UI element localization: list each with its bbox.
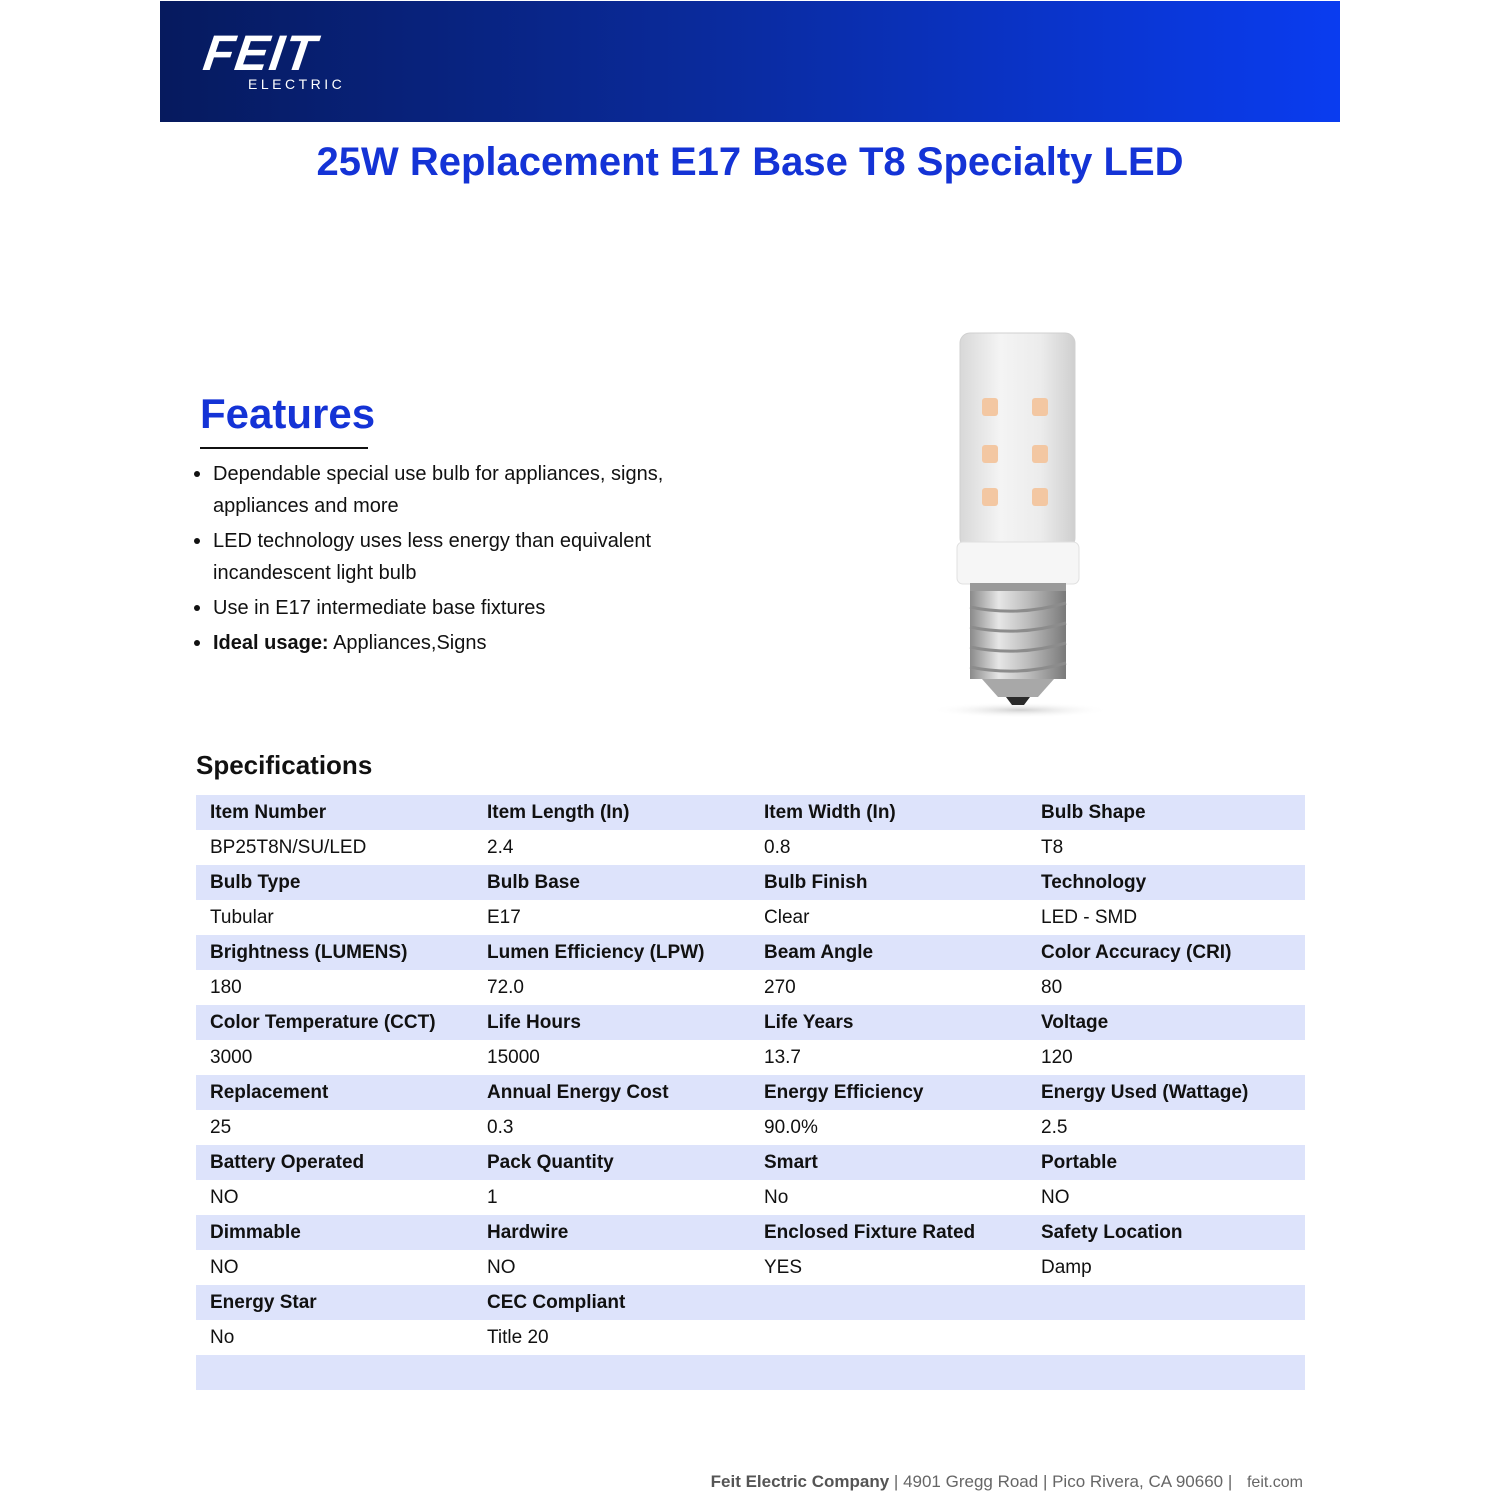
header-banner xyxy=(160,1,1340,122)
spec-value: 120 xyxy=(1027,1040,1305,1075)
spec-label: Beam Angle xyxy=(750,935,1027,970)
spec-label-row xyxy=(196,1285,1305,1320)
spec-value[interactable]: BP25T8N/SU/LED xyxy=(196,830,473,865)
spec-label xyxy=(1027,1285,1305,1320)
specifications-heading: Specifications xyxy=(196,750,373,780)
spec-label: Bulb Type xyxy=(196,865,473,900)
spec-value: 72.0 xyxy=(473,970,750,1005)
spec-value: 3000 xyxy=(196,1040,473,1075)
spec-value: 90.0% xyxy=(750,1110,1027,1145)
spec-value: NO xyxy=(473,1250,750,1285)
spec-value-row xyxy=(196,1110,1305,1145)
feature-item xyxy=(192,458,712,522)
spec-label: Hardwire xyxy=(473,1215,750,1250)
spec-value: Title 20 xyxy=(473,1320,750,1355)
spec-value: 2.5 xyxy=(1027,1110,1305,1145)
spec-empty-cell xyxy=(750,1355,1027,1390)
spec-label: CEC Compliant xyxy=(473,1285,750,1320)
features-heading: Features xyxy=(200,390,376,437)
spec-value: NO xyxy=(196,1250,473,1285)
spec-value: 0.8 xyxy=(750,830,1027,865)
spec-label: Battery Operated xyxy=(196,1145,473,1180)
spec-value: NO xyxy=(196,1180,473,1215)
spec-empty-cell xyxy=(473,1355,750,1390)
page-title: 25W Replacement E17 Base T8 Specialty LED xyxy=(316,140,1184,184)
spec-label: Energy Efficiency xyxy=(750,1075,1027,1110)
feature-text: Use in E17 intermediate base fixtures xyxy=(213,597,546,619)
spec-value-row xyxy=(196,1040,1305,1075)
logo-subtitle: ELECTRIC xyxy=(248,76,346,92)
spec-value: 2.4 xyxy=(473,830,750,865)
spec-value xyxy=(1027,1320,1305,1355)
spec-label-row xyxy=(196,865,1305,900)
spec-label: Bulb Finish xyxy=(750,865,1027,900)
spec-value: Damp xyxy=(1027,1250,1305,1285)
spec-label: Annual Energy Cost xyxy=(473,1075,750,1110)
spec-value: LED - SMD xyxy=(1027,900,1305,935)
spec-label: Life Years xyxy=(750,1005,1027,1040)
spec-label: Pack Quantity xyxy=(473,1145,750,1180)
spec-label: Color Accuracy (CRI) xyxy=(1027,935,1305,970)
spec-value: 1 xyxy=(473,1180,750,1215)
spec-label: Portable xyxy=(1027,1145,1305,1180)
spec-value-row xyxy=(196,1180,1305,1215)
spec-value: NO xyxy=(1027,1180,1305,1215)
spec-label: Item Width (In) xyxy=(750,795,1027,830)
spec-label: Smart xyxy=(750,1145,1027,1180)
spec-value: 13.7 xyxy=(750,1040,1027,1075)
spec-value: Clear xyxy=(750,900,1027,935)
footer-website-link[interactable]: feit.com xyxy=(1246,1474,1303,1491)
spec-value: 180 xyxy=(196,970,473,1005)
spec-label: Technology xyxy=(1027,865,1305,900)
spec-label: Energy Used (Wattage) xyxy=(1027,1075,1305,1110)
led-bulb-product-image xyxy=(920,325,1130,725)
spec-label-row xyxy=(196,935,1305,970)
spec-value: 0.3 xyxy=(473,1110,750,1145)
spec-value: E17 xyxy=(473,900,750,935)
spec-label: Item Number xyxy=(196,795,473,830)
bullet-icon xyxy=(194,640,200,646)
bullet-icon xyxy=(194,538,200,544)
spec-value-row xyxy=(196,900,1305,935)
spec-value-row xyxy=(196,830,1305,865)
spec-label-row xyxy=(196,795,1305,830)
spec-value xyxy=(750,1320,1027,1355)
footer-company: Feit Electric Company xyxy=(710,1472,890,1491)
spec-value-row xyxy=(196,970,1305,1005)
spec-empty-row xyxy=(196,1355,1305,1390)
spec-value: Tubular xyxy=(196,900,473,935)
spec-label: Color Temperature (CCT) xyxy=(196,1005,473,1040)
feature-item xyxy=(192,627,712,659)
spec-label: Item Length (In) xyxy=(473,795,750,830)
spec-label: Bulb Base xyxy=(473,865,750,900)
spec-value: No xyxy=(750,1180,1027,1215)
feature-text: Dependable special use bulb for appliances, signs, appliances and more xyxy=(213,463,664,517)
feit-electric-logo xyxy=(200,25,379,95)
spec-label: Voltage xyxy=(1027,1005,1305,1040)
feature-item xyxy=(192,592,712,624)
spec-value: 15000 xyxy=(473,1040,750,1075)
spec-value: 80 xyxy=(1027,970,1305,1005)
spec-value-row xyxy=(196,1250,1305,1285)
bullet-icon xyxy=(194,471,200,477)
spec-label-row xyxy=(196,1145,1305,1180)
spec-label xyxy=(750,1285,1027,1320)
spec-label: Energy Star xyxy=(196,1285,473,1320)
spec-value: YES xyxy=(750,1250,1027,1285)
feature-text: Appliances,Signs xyxy=(328,632,487,654)
spec-label: Lumen Efficiency (LPW) xyxy=(473,935,750,970)
spec-empty-cell xyxy=(196,1355,473,1390)
spec-value: 25 xyxy=(196,1110,473,1145)
spec-label: Enclosed Fixture Rated xyxy=(750,1215,1027,1250)
spec-value: T8 xyxy=(1027,830,1305,865)
spec-empty-cell xyxy=(1027,1355,1305,1390)
feature-text: LED technology uses less energy than equivalent incandescent light bulb xyxy=(213,530,652,584)
footer xyxy=(0,1472,1303,1492)
spec-label-row xyxy=(196,1215,1305,1250)
spec-label: Dimmable xyxy=(196,1215,473,1250)
spec-label-row xyxy=(196,1075,1305,1110)
spec-label: Replacement xyxy=(196,1075,473,1110)
features-list xyxy=(192,458,712,662)
spec-label-row xyxy=(196,1005,1305,1040)
spec-label: Safety Location xyxy=(1027,1215,1305,1250)
specifications-table xyxy=(196,795,1305,1390)
spec-value: 270 xyxy=(750,970,1027,1005)
spec-label: Brightness (LUMENS) xyxy=(196,935,473,970)
spec-value-row xyxy=(196,1320,1305,1355)
spec-label: Life Hours xyxy=(473,1005,750,1040)
footer-address: | 4901 Gregg Road | Pico Rivera, CA 90660 | xyxy=(889,1472,1237,1491)
feature-bold: Ideal usage: xyxy=(213,632,329,654)
spec-label: Bulb Shape xyxy=(1027,795,1305,830)
bullet-icon xyxy=(194,605,200,611)
feature-item xyxy=(192,525,712,589)
features-underline xyxy=(200,447,368,449)
logo-wordmark: FEIT xyxy=(200,25,321,81)
spec-value: No xyxy=(196,1320,473,1355)
